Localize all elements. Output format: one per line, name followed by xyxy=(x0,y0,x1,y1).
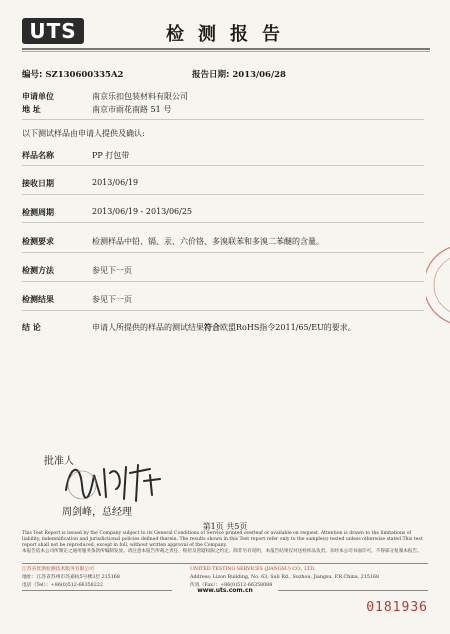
divider xyxy=(22,222,424,223)
uts-logo: UTS xyxy=(22,18,84,44)
field-value: 参见下一页 xyxy=(92,295,132,304)
intro-text: 以下测试样品由申请人提供及确认: xyxy=(22,129,145,138)
field-value: 参见下一页 xyxy=(92,266,132,275)
divider xyxy=(22,281,424,282)
handwritten-signature xyxy=(60,455,170,505)
disclaimer xyxy=(22,531,428,555)
field-label: 检测周期 xyxy=(22,208,54,217)
disclaimer-en: This Test Report is issued by the Company subject to its General Conditions of Service printed overleaf or available on request. Attention is drawn to the limitations of liability, indemnification and jurisdictional policies defined therein. The results shown in this Test report refer only to the sample(s) tested unless otherwise stated This test report shall not be reproduced, except in full, without written approval of the Company. xyxy=(22,531,423,548)
conclusion-verdict: 符合 xyxy=(204,322,220,332)
divider xyxy=(22,310,424,311)
applicant-label: 申请单位 xyxy=(22,92,54,101)
field-value: 检测样品中铅、镉、汞、六价铬、多溴联苯和多溴二苯醚的含量。 xyxy=(92,237,324,246)
approver-label: 批准人 xyxy=(44,456,74,467)
divider xyxy=(22,252,424,253)
website: www.uts.com.cn xyxy=(197,587,253,594)
conclusion-value xyxy=(92,322,356,333)
field-value: 2013/06/19 xyxy=(92,178,139,187)
field-label: 样品名称 xyxy=(22,151,54,160)
footer-line-right xyxy=(278,590,428,591)
field-label: 检测方法 xyxy=(22,266,54,275)
field-label: 检测结果 xyxy=(22,295,54,304)
report-number-label: 编号: xyxy=(22,70,43,80)
divider xyxy=(22,119,424,120)
header-rule xyxy=(22,48,430,50)
footer-rule xyxy=(22,563,428,564)
conclusion-label: 结 论 xyxy=(22,323,41,332)
en-address: Address: Lizon Building, No. 63, Suli Rd., Suzhou, Jiangsu, P.R.China, 215168 xyxy=(190,575,380,580)
field-value: PP 打包带 xyxy=(92,151,130,160)
divider xyxy=(22,194,424,195)
field-value: 2013/06/19 - 2013/06/25 xyxy=(92,207,193,216)
serial-number: 0181936 xyxy=(366,600,428,615)
header-rule-thin xyxy=(22,51,430,52)
address-label: 地 址 xyxy=(22,105,41,114)
conclusion-standard: 欧盟RoHS指令2011/65/EU的要求。 xyxy=(220,323,356,332)
report-date xyxy=(192,68,286,80)
address-value: 南京市雨花南路 51 号 xyxy=(92,105,172,114)
field-label: 检测要求 xyxy=(22,237,54,246)
divider xyxy=(22,165,424,166)
en-fax: 传真（Fax）：+86(0)512-66358088 xyxy=(190,583,273,588)
report-number-value: SZ130600335A2 xyxy=(45,70,124,80)
en-company: UNITED TESTING SERVICES (JIANGSU) CO., LTD. xyxy=(190,567,316,572)
approver-name: 周剑峰，总经理 xyxy=(62,507,132,518)
cn-phone: 电话（Tel）：+86(0)512-66358222 xyxy=(22,583,103,588)
cn-address: 地址：江苏省苏州市苏嘉杭5号楼3层 215168 xyxy=(22,575,120,580)
report-title: 检测报告 xyxy=(166,24,294,45)
disclaimer-cn: 本报告依本公司所制定之通用服务条款所编制发放。请注意本报告所载之责任、赔偿及管辖权限之约定。除非另有说明，本报告结果仅对送检样品负责。未经本公司书面许可，不得部分复制本报告。 xyxy=(22,549,422,554)
report-date-label: 报告日期: xyxy=(192,70,230,80)
report-date-value: 2013/06/28 xyxy=(232,70,286,80)
cn-company: 江苏省优斯检测技术服务有限公司 xyxy=(22,567,94,572)
field-label: 接收日期 xyxy=(22,179,54,188)
applicant-value: 南京乐扣包装材料有限公司 xyxy=(92,92,188,101)
conclusion-text: 申请人所提供的样品的测试结果 xyxy=(92,323,204,332)
report-number xyxy=(22,68,123,80)
page-number: 第1页 共5页 xyxy=(202,522,248,531)
red-seal-stamp xyxy=(426,240,450,330)
